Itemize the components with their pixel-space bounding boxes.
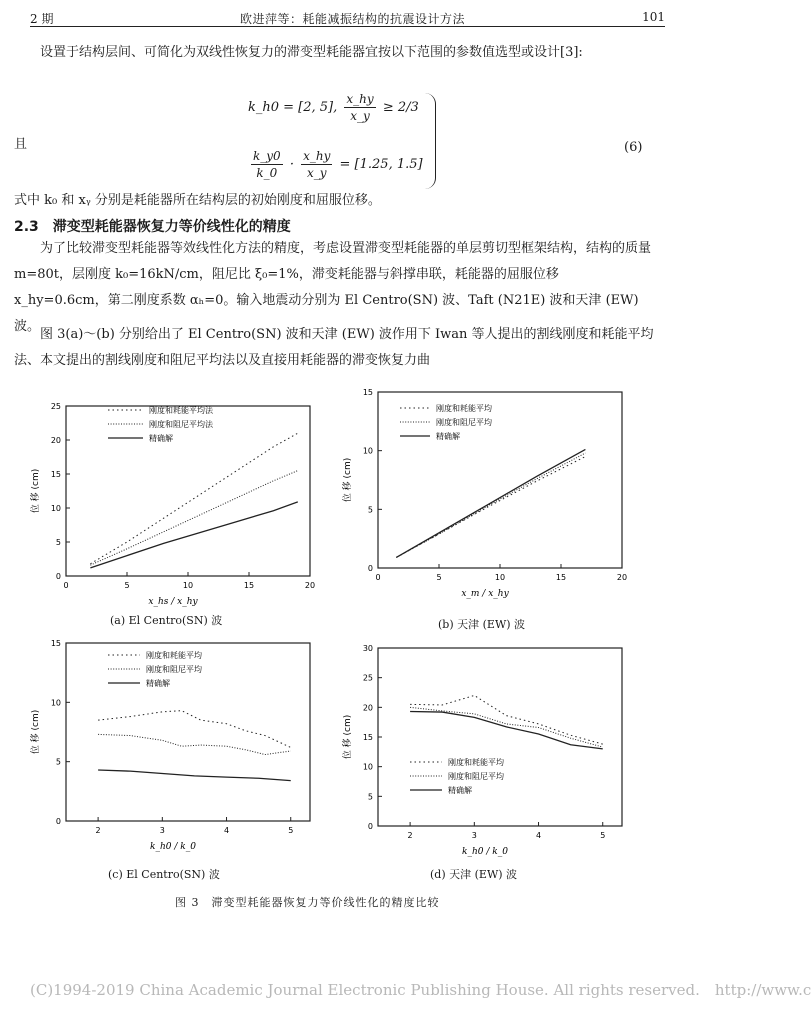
legend-label: 刚度和耗能平均 xyxy=(146,651,202,660)
equation-number: (6) xyxy=(624,140,643,155)
y-axis-label: 位 移 (cm) xyxy=(31,468,41,514)
chart-d xyxy=(340,638,640,858)
y-tick-label: 0 xyxy=(367,822,373,831)
y-tick-label: 10 xyxy=(362,446,373,456)
formula-line-2: $\frac{k\_y0}{k\_0}$ · $\frac{x\_hy}{x\_y}$ = [1.25, 1.5] xyxy=(253,149,423,180)
formula-brace xyxy=(425,93,436,189)
legend-label: 精确解 xyxy=(146,679,170,688)
x-tick-label: 0 xyxy=(63,581,69,590)
fraction-ky0-k0: $\frac{k\_y0}{k\_0}$ xyxy=(253,149,281,180)
page-number: 101 xyxy=(642,10,665,24)
y-axis-label: 位 移 (cm) xyxy=(343,457,353,503)
x-tick-label: 2 xyxy=(407,831,413,840)
y-tick-label: 20 xyxy=(362,703,373,713)
x-tick-label: 5 xyxy=(124,581,130,590)
page-header xyxy=(30,8,665,27)
series-line-0 xyxy=(410,695,603,744)
x-tick-label: 3 xyxy=(159,826,165,835)
paragraph-3: 为了比较滞变型耗能器等效线性化方法的精度，考虑设置滞变型耗能器的单层剪切型框架结构，结构的质量 m=80t，层刚度 k₀=16kN/cm，阻尼比 ξ₀=1%，滞变耗能器与斜撑串联，耗能器的屈服位移 x_hy=0.6cm，第二刚度系数 αₕ=0。输入地震动分别为 El Centro(SN) 波、Taft (N21E) 波和天津 (EW) 波。 xyxy=(14,241,652,334)
chart-a xyxy=(28,388,328,608)
caption-d: (d) 天津 (EW) 波 xyxy=(430,868,518,881)
series-line-1 xyxy=(90,471,297,566)
x-tick-label: 15 xyxy=(243,581,255,590)
y-tick-label: 0 xyxy=(55,817,61,826)
x-tick-label: 4 xyxy=(223,826,230,835)
legend-label: 刚度和耗能平均法 xyxy=(149,406,213,415)
legend-label: 刚度和阻尼平均 xyxy=(146,665,202,674)
issue-number: 2 期 xyxy=(30,12,54,26)
legend-label: 精确解 xyxy=(436,432,460,441)
y-axis-label: 位 移 (cm) xyxy=(31,709,41,755)
paragraph-4: 图 3(a)～(b) 分别给出了 El Centro(SN) 波和天津 (EW) 波作用下 Iwan 等人提出的割线刚度和耗能平均法、本文提出的割线刚度和阻尼平均法以及直接用耗能器的滞变恢复力曲 xyxy=(14,327,654,368)
x-tick-label: 2 xyxy=(95,826,101,835)
y-tick-label: 5 xyxy=(55,538,61,547)
chart-b xyxy=(340,384,640,604)
caption-a: (a) El Centro(SN) 波 xyxy=(110,614,223,627)
formula-line-1 xyxy=(248,91,419,124)
legend-label: 刚度和耗能平均 xyxy=(436,404,492,413)
x-tick-label: 0 xyxy=(375,573,381,582)
y-tick-label: 0 xyxy=(367,564,373,573)
y-tick-label: 15 xyxy=(50,470,61,479)
y-tick-label: 15 xyxy=(362,733,373,742)
plot-frame xyxy=(378,392,622,568)
y-tick-label: 5 xyxy=(367,792,373,802)
series-line-0 xyxy=(90,433,297,564)
section-heading: 2.3 滞变型耗能器恢复力等价线性化的精度 xyxy=(14,219,291,235)
legend-label: 刚度和阻尼平均 xyxy=(448,772,504,781)
plot-frame xyxy=(378,648,622,826)
x-tick-label: 5 xyxy=(436,573,442,582)
chart-c xyxy=(28,633,328,853)
legend-label: 刚度和阻尼平均 xyxy=(436,418,492,427)
y-axis-label: 位 移 (cm) xyxy=(343,714,353,760)
legend-label: 精确解 xyxy=(149,434,173,443)
series-line-2 xyxy=(410,711,603,748)
x-tick-label: 5 xyxy=(600,831,606,840)
series-line-2 xyxy=(396,449,585,557)
y-tick-label: 10 xyxy=(362,762,373,772)
figure-caption: 图 3 滞变型耗能器恢复力等价线性化的精度比较 xyxy=(175,896,440,909)
legend-label: 刚度和耗能平均 xyxy=(448,758,504,767)
y-tick-label: 15 xyxy=(50,639,61,648)
y-tick-label: 25 xyxy=(50,402,61,411)
fraction-xhy-xy-2: $\frac{x\_hy}{x\_y}$ xyxy=(303,149,331,180)
series-line-0 xyxy=(98,711,291,748)
running-title: 欧进萍等：耗能减振结构的抗震设计方法 xyxy=(240,12,466,26)
x-tick-label: 10 xyxy=(182,581,194,590)
legend-label: 刚度和阻尼平均法 xyxy=(149,420,213,429)
x-tick-label: 4 xyxy=(535,831,542,840)
copyright-watermark: (C)1994-2019 China Academic Journal Electronic Publishing House. All rights reserved. http://www.c xyxy=(30,981,811,999)
x-tick-label: 20 xyxy=(304,581,316,590)
y-tick-label: 15 xyxy=(362,388,373,397)
x-tick-label: 15 xyxy=(555,573,567,582)
fraction-xhy-xy: $\frac{x\_hy}{x\_y}$ xyxy=(346,92,374,123)
x-tick-label: 10 xyxy=(494,573,506,582)
x-tick-label: 5 xyxy=(288,826,294,835)
x-tick-label: 20 xyxy=(616,573,628,582)
series-line-1 xyxy=(98,734,291,754)
formula-rhs-2: = [1.25, 1.5] xyxy=(339,157,423,172)
y-tick-label: 5 xyxy=(55,757,61,767)
caption-c: (c) El Centro(SN) 波 xyxy=(108,868,220,881)
formula-kh0: k_h0 = [2, 5], xyxy=(248,100,338,115)
y-tick-label: 10 xyxy=(50,504,61,513)
paragraph-1: 设置于结构层间、可简化为双线性恢复力的滞变型耗能器宜按以下范围的参数值选型或设计[3]: xyxy=(40,45,583,60)
formula-rhs-1: ≥ 2/3 xyxy=(382,100,419,115)
y-tick-label: 0 xyxy=(55,572,61,581)
x-tick-label: 3 xyxy=(471,831,477,840)
y-tick-label: 20 xyxy=(50,436,61,445)
paragraph-2: 式中 k₀ 和 xᵧ 分别是耗能器所在结构层的初始刚度和屈服位移。 xyxy=(14,193,381,208)
x-axis-label: x_m / x_hy xyxy=(461,589,509,599)
formula-and: 且 xyxy=(14,137,28,152)
caption-b: (b) 天津 (EW) 波 xyxy=(438,618,526,631)
series-line-2 xyxy=(98,770,291,781)
y-tick-label: 30 xyxy=(362,644,373,653)
x-axis-label: x_hs / x_hy xyxy=(148,597,198,607)
plot-frame xyxy=(66,406,310,576)
y-tick-label: 10 xyxy=(50,698,61,708)
x-axis-label: k_h0 / k_0 xyxy=(462,847,508,857)
series-line-2 xyxy=(90,502,297,568)
legend-label: 精确解 xyxy=(448,786,472,795)
x-axis-label: k_h0 / k_0 xyxy=(150,842,196,852)
y-tick-label: 25 xyxy=(362,673,373,683)
y-tick-label: 5 xyxy=(367,505,373,515)
